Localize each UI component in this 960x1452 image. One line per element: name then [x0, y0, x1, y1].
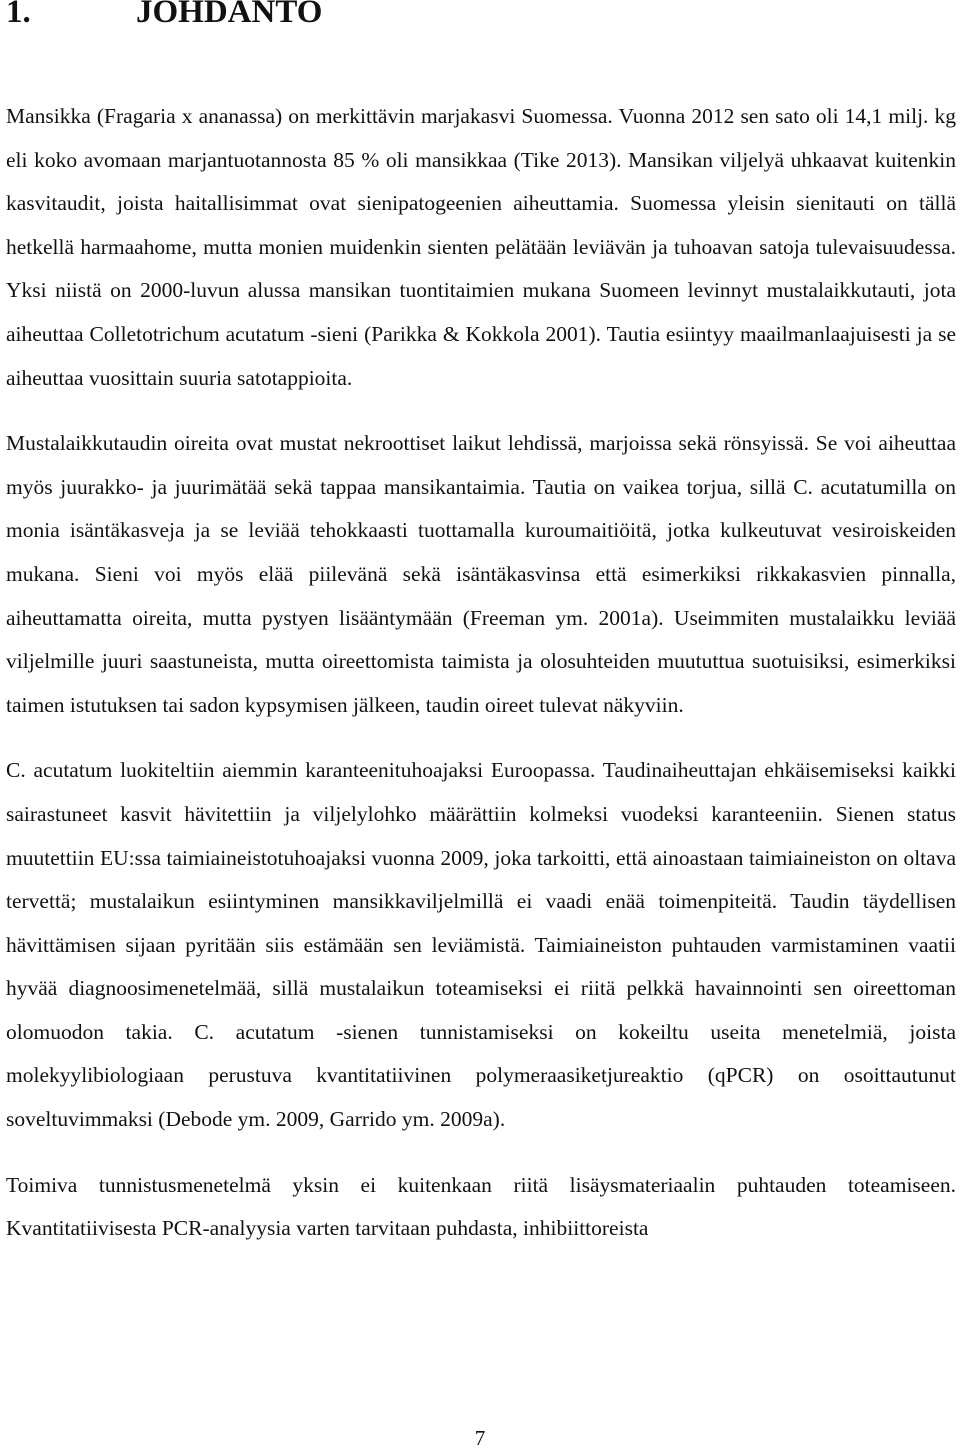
paragraph-3: C. acutatum luokiteltiin aiemmin karanteenituhoajaksi Euroopassa. Taudinaiheuttajan ehkäisemiseksi kaikki sairastuneet kasvit hävitettiin ja viljelylohko määrättiin kolmeksi vuodeksi karanteeniin. Sienen status muutettiin EU:ssa taimiaineistotuhoajaksi vuonna 2009, joka tarkoitti, että ainoastaan taimiaineiston on oltava tervettä; mustalaikun esiintyminen mansikkaviljelmillä ei vaadi enää toimenpiteitä. Taudin täydellisen hävittämisen sijaan pyritään siis estämään sen leviämistä. Taimiaineiston puhtauden varmistaminen vaatii hyvää diagnoosimenetelmää, sillä mustalaikun toteamiseksi ei riitä pelkkä havainnointi sen oireettoman olomuodon takia. C. acutatum -sienen tunnistamiseksi on kokeiltu useita menetelmiä, joista molekyylibiologiaan perustuva kvantitatiivinen polymeraasiketjureaktio (qPCR) on osoittautunut soveltuvimmaksi (Debode ym. 2009, Garrido ym. 2009a). [6, 758, 956, 1132]
paragraph-1: Mansikka (Fragaria x ananassa) on merkittävin marjakasvi Suomessa. Vuonna 2012 sen sato oli 14,1 milj. kg eli koko avomaan marjantuotannosta 85 % oli mansikkaa (Tike 2013). Mansikan viljelyä uhkaavat kuitenkin kasvitaudit, joista haitallisimmat ovat sienipatogeenien aiheuttamia. Suomessa yleisin sienitauti on tällä hetkellä harmaahome, mutta monien muidenkin sienten pelätään leviävän ja tuhoavan satoja tulevaisuudessa. Yksi niistä on 2000-luvun alussa mansikan tuontitaimien mukana Suomeen levinnyt mustalaikkutauti, jota aiheuttaa Colletotrichum acutatum -sieni (Parikka & Kokkola 2001). Tautia esiintyy maailmanlaajuisesti ja se aiheuttaa vuosittain suuria satotappioita. [6, 104, 956, 390]
chapter-title: JOHDANTO [136, 0, 323, 30]
body-text [6, 95, 956, 1251]
page-number: 7 [474, 1426, 486, 1450]
paragraph-2: Mustalaikkutaudin oireita ovat mustat nekroottiset laikut lehdissä, marjoissa sekä rönsyissä. Se voi aiheuttaa myös juurakko- ja juurimätää sekä tappaa mansikantaimia. Tautia on vaikea torjua, sillä C. acutatumilla on monia isäntäkasveja ja se leviää tehokkaasti tuottamalla kuroumaitiöitä, jotka kulkeutuvat vesiroiskeiden mukana. Sieni voi myös elää piilevänä sekä isäntäkasvinsa että esimerkiksi rikkakasvien pinnalla, aiheuttamatta oireita, mutta pystyen lisääntymään (Freeman ym. 2001a). Useimmiten mustalaikku leviää viljelmille juuri saastuneista, mutta oireettomista taimista ja olosuhteiden muututtua suotuisiksi, esimerkiksi taimen istutuksen tai sadon kypsymisen jälkeen, taudin oireet tulevat näkyviin. [6, 431, 956, 717]
chapter-number: 1. [6, 0, 31, 30]
chapter-heading [6, 0, 322, 36]
paragraph-4: Toimiva tunnistusmenetelmä yksin ei kuitenkaan riitä lisäysmateriaalin puhtauden toteamiseen. Kvantitatiivisesta PCR-analyysia varten tarvitaan puhdasta, inhibiittoreista [6, 1172, 956, 1241]
